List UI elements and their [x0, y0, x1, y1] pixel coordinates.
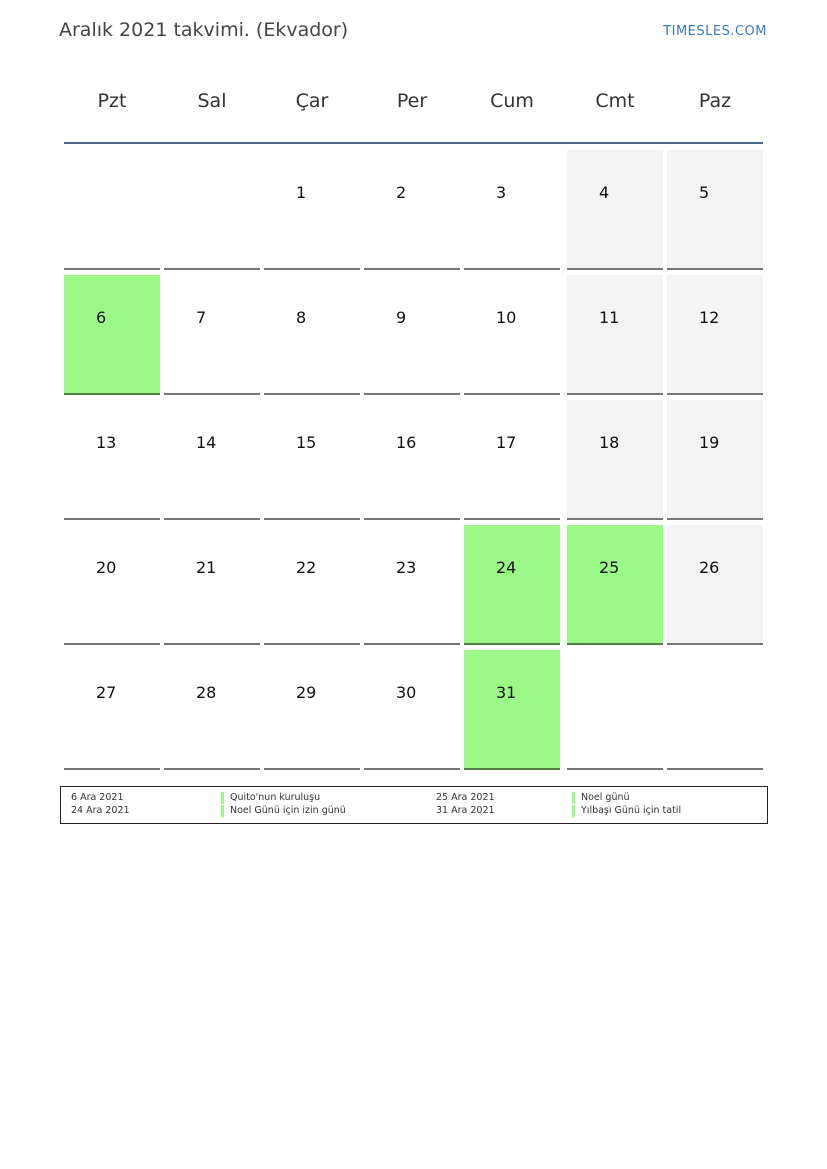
day-cell-14[interactable] — [164, 400, 260, 520]
day-number: 12 — [699, 308, 720, 327]
day-number: 5 — [699, 183, 710, 202]
day-number: 1 — [296, 183, 307, 202]
weekday-1: Sal — [197, 90, 227, 112]
day-cell-13[interactable] — [64, 400, 160, 520]
day-cell-28[interactable] — [164, 650, 260, 770]
legend-holiday-name: Noel Günü için izin günü — [221, 805, 346, 817]
day-number: 31 — [496, 683, 517, 702]
header-rule — [64, 142, 763, 144]
weekday-3: Per — [396, 90, 428, 112]
day-number: 19 — [699, 433, 720, 452]
legend-holiday-name: Quito'nun kuruluşu — [221, 792, 320, 804]
legend-date: 31 Ara 2021 — [436, 805, 495, 816]
weekday-0: Pzt — [97, 90, 127, 112]
day-number: 16 — [396, 433, 417, 452]
day-number: 26 — [699, 558, 720, 577]
day-number: 23 — [396, 558, 417, 577]
day-number: 27 — [96, 683, 117, 702]
day-cell-19[interactable] — [667, 400, 763, 520]
legend-date: 6 Ara 2021 — [71, 792, 124, 803]
holiday-legend — [60, 786, 768, 824]
day-cell-5[interactable] — [667, 150, 763, 270]
day-cell-10[interactable] — [464, 275, 560, 395]
day-number: 11 — [599, 308, 620, 327]
legend-date: 25 Ara 2021 — [436, 792, 495, 803]
weekday-6: Paz — [698, 90, 732, 112]
day-number: 29 — [296, 683, 317, 702]
legend-date: 24 Ara 2021 — [71, 805, 130, 816]
empty-cell — [64, 150, 160, 270]
weekday-2: Çar — [295, 90, 329, 112]
day-number: 3 — [496, 183, 507, 202]
page-title: Aralık 2021 takvimi. (Ekvador) — [59, 19, 349, 41]
brand-link[interactable]: TIMESLES.COM — [663, 24, 767, 39]
day-number: 21 — [196, 558, 217, 577]
day-number: 24 — [496, 558, 517, 577]
weekday-4: Cum — [490, 90, 534, 112]
day-cell-12[interactable] — [667, 275, 763, 395]
day-number: 25 — [599, 558, 620, 577]
day-cell-30[interactable] — [364, 650, 460, 770]
day-number: 8 — [296, 308, 307, 327]
day-cell-6[interactable] — [64, 275, 160, 395]
day-cell-22[interactable] — [264, 525, 360, 645]
day-number: 18 — [599, 433, 620, 452]
day-cell-15[interactable] — [264, 400, 360, 520]
day-cell-3[interactable] — [464, 150, 560, 270]
day-cell-27[interactable] — [64, 650, 160, 770]
empty-cell — [164, 150, 260, 270]
day-number: 15 — [296, 433, 317, 452]
day-number: 4 — [599, 183, 610, 202]
day-cell-24[interactable] — [464, 525, 560, 645]
day-number: 28 — [196, 683, 217, 702]
day-cell-25[interactable] — [567, 525, 663, 645]
day-cell-16[interactable] — [364, 400, 460, 520]
legend-holiday-name: Noel günü — [572, 792, 630, 804]
empty-cell — [667, 650, 763, 770]
empty-cell — [567, 650, 663, 770]
day-number: 14 — [196, 433, 217, 452]
day-cell-1[interactable] — [264, 150, 360, 270]
day-cell-23[interactable] — [364, 525, 460, 645]
day-number: 7 — [196, 308, 207, 327]
day-number: 30 — [396, 683, 417, 702]
day-number: 22 — [296, 558, 317, 577]
day-cell-26[interactable] — [667, 525, 763, 645]
day-number: 2 — [396, 183, 407, 202]
weekday-5: Cmt — [595, 90, 635, 112]
day-cell-20[interactable] — [64, 525, 160, 645]
day-number: 10 — [496, 308, 517, 327]
day-cell-8[interactable] — [264, 275, 360, 395]
weekday-header-row — [64, 90, 763, 118]
legend-holiday-name: Yılbaşı Günü için tatil — [572, 805, 681, 817]
day-cell-7[interactable] — [164, 275, 260, 395]
day-number: 13 — [96, 433, 117, 452]
day-cell-29[interactable] — [264, 650, 360, 770]
day-cell-2[interactable] — [364, 150, 460, 270]
day-number: 20 — [96, 558, 117, 577]
day-cell-17[interactable] — [464, 400, 560, 520]
day-number: 6 — [96, 308, 107, 327]
day-number: 9 — [396, 308, 407, 327]
day-cell-9[interactable] — [364, 275, 460, 395]
day-number: 17 — [496, 433, 517, 452]
day-cell-18[interactable] — [567, 400, 663, 520]
day-cell-4[interactable] — [567, 150, 663, 270]
day-cell-21[interactable] — [164, 525, 260, 645]
day-cell-11[interactable] — [567, 275, 663, 395]
day-cell-31[interactable] — [464, 650, 560, 770]
